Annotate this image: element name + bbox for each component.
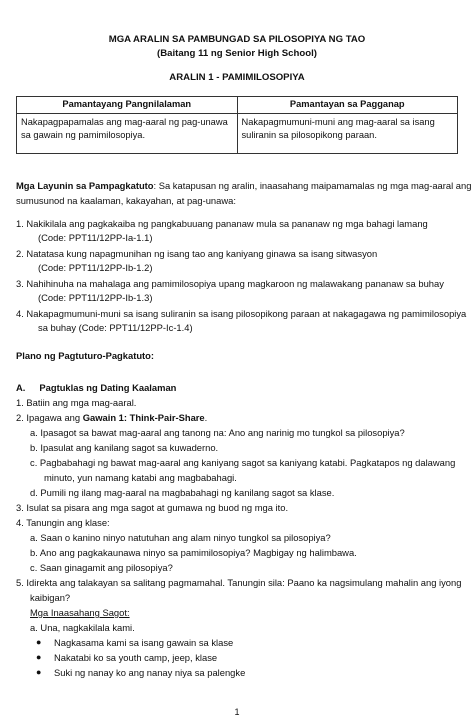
step-2c: c. Pagbabahagi ng bawat mag-aaral ang kaniyang sagot sa kaniyang katabi. Pagkatapos ng dalawang xyxy=(30,457,456,468)
document-subtitle: (Baitang 11 ng Senior High School) xyxy=(157,48,317,59)
step-2 xyxy=(16,412,207,423)
objective-4: 4. Nakapagmumuni-muni sa isang suliranin sa isang pilosopikong paraan at nakagagawa ng pamimilosopiya xyxy=(16,308,467,319)
section-a-letter: A. xyxy=(16,382,26,393)
document-title: MGA ARALIN SA PAMBUNGAD SA PILOSOPIYA NG TAO xyxy=(108,34,366,45)
bullet-icon: ● xyxy=(36,652,42,662)
step-5: 5. Idirekta ang talakayan sa salitang pagmamahal. Tanungin sila: Paano ka nagsimulang mahalin ang iyong xyxy=(16,577,462,588)
objectives-intro-text: : Sa katapusan ng aralin, inaasahang maipamamalas ng mga mag-aaral ang xyxy=(153,180,472,191)
step-4a: a. Saan o kanino ninyo natutuhan ang alam ninyo tungkol sa pilosopiya? xyxy=(30,532,331,543)
objectives-intro-2: sumusunod na kaalaman, kakayahan, at pag-unawa: xyxy=(16,195,236,206)
objective-2: 2. Natatasa kung napagmunihan ng isang tao ang kaniyang ginawa sa isang sitwasyon xyxy=(16,248,378,259)
objective-4-code: sa buhay (Code: PPT11/12PP-Ic-1.4) xyxy=(38,322,193,333)
performance-standard-header: Pamantayan sa Pagganap xyxy=(237,97,458,114)
bullet-icon: ● xyxy=(36,637,42,647)
standards-table xyxy=(16,96,458,154)
objective-3: 3. Nahihinuha na mahalaga ang pamimilosopiya upang magkaroon ng malawakang pananaw sa buhay xyxy=(16,278,444,289)
bullet-icon: ● xyxy=(36,667,42,677)
section-a-heading xyxy=(16,382,176,393)
objective-2-code: (Code: PPT11/12PP-Ib-1.2) xyxy=(38,262,153,273)
step-4: 4. Tanungin ang klase: xyxy=(16,517,110,528)
lesson-title: ARALIN 1 - PAMIMILOSOPIYA xyxy=(169,72,305,83)
step-2d: d. Pumili ng ilang mag-aaral na magbabahagi ng kanilang sagot sa klase. xyxy=(30,487,335,498)
step-4b: b. Ano ang pagkakaunawa ninyo sa pamimilosopiya? Magbigay ng halimbawa. xyxy=(30,547,357,558)
step-4c: c. Saan ginagamit ang pilosopiya? xyxy=(30,562,173,573)
expected-answer-a: a. Una, nagkakilala kami. xyxy=(30,622,135,633)
performance-standard-text: Nakapagmumuni-muni ang mag-aaral sa isang suliranin sa pilosopikong paraan. xyxy=(237,114,458,154)
step-2c-cont: minuto, yun namang katabi ang magbabahagi. xyxy=(44,472,237,483)
step-3: 3. Isulat sa pisara ang mga sagot at gumawa ng buod ng mga ito. xyxy=(16,502,289,513)
step-2b: b. Ipasulat ang kanilang sagot sa kuwaderno. xyxy=(30,442,219,453)
step-5-cont: kaibigan? xyxy=(30,592,71,603)
objectives-intro xyxy=(16,180,471,191)
objective-1: 1. Nakikilala ang pagkakaiba ng pangkabuuang pananaw mula sa pananaw ng mga bahagi lamang xyxy=(16,218,428,229)
objective-1-code: (Code: PPT11/12PP-Ia-1.1) xyxy=(38,232,153,243)
step-2-text: 2. Ipagawa ang xyxy=(16,412,83,423)
step-1: 1. Batiin ang mga mag-aaral. xyxy=(16,397,137,408)
content-standard-header: Pamantayang Pangnilalaman xyxy=(17,97,238,114)
expected-answers-heading: Mga Inaasahang Sagot: xyxy=(30,607,130,618)
expected-bullet-3: Suki ng nanay ko ang nanay niya sa palengke xyxy=(54,667,246,678)
expected-bullet-2: Nakatabi ko sa youth camp, jeep, klase xyxy=(54,652,218,663)
plan-heading: Plano ng Pagtuturo-Pagkatuto: xyxy=(16,350,155,361)
section-a-title: Pagtuklas ng Dating Kaalaman xyxy=(39,382,177,393)
expected-bullet-1: Nagkasama kami sa isang gawain sa klase xyxy=(54,637,234,648)
content-standard-text: Nakapagpapamalas ang mag-aaral ng pag-unawa sa gawain ng pamimilosopiya. xyxy=(17,114,238,154)
step-2-end: . xyxy=(204,412,208,423)
activity-name: Gawain 1: Think-Pair-Share xyxy=(82,412,205,423)
step-2a: a. Ipasagot sa bawat mag-aaral ang tanong na: Ano ang narinig mo tungkol sa pilosopiya? xyxy=(30,427,405,438)
objectives-heading: Mga Layunin sa Pampagkatuto xyxy=(16,180,154,191)
objective-3-code: (Code: PPT11/12PP-Ib-1.3) xyxy=(38,292,153,303)
page-number: 1 xyxy=(234,707,240,717)
